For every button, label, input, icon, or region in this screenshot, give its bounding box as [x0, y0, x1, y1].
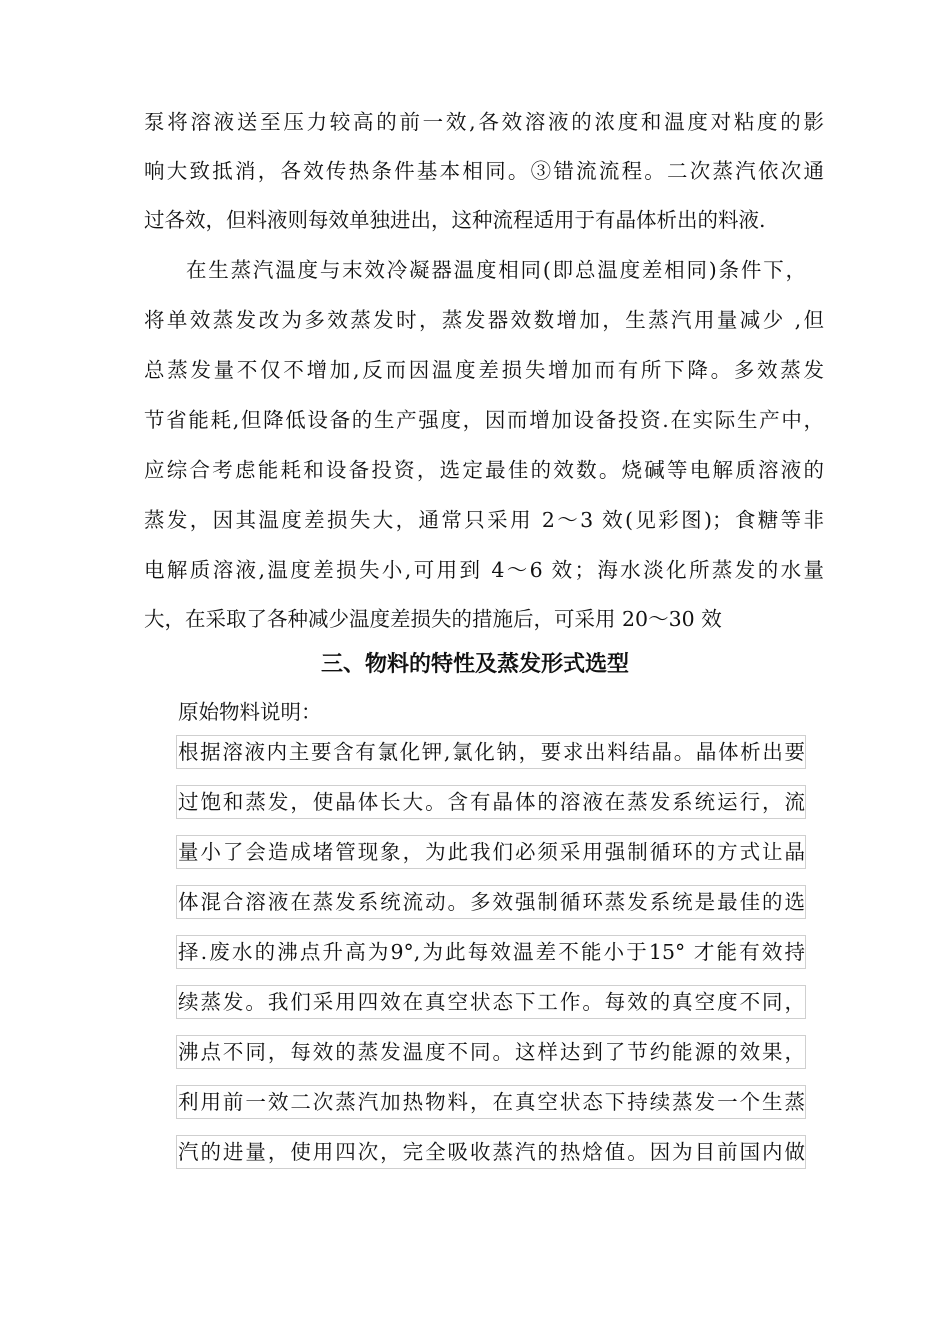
paragraph1-line-3: 过各效，但料液则每效单独进出，这种流程适用于有晶体析出的料液. — [144, 208, 766, 232]
boxed-line-9: 汽的进量，使用四次，完全吸收蒸汽的热焓值。因为目前国内做 — [178, 1140, 805, 1164]
paragraph1-line-1: 泵将溶液送至压力较高的前一效,各效溶液的浓度和温度对粘度的影 — [144, 110, 824, 134]
boxed-line-1: 根据溶液内主要含有氯化钾,氯化钠，要求出料结晶。晶体析出要 — [178, 740, 805, 764]
paragraph2-line-5: 应综合考虑能耗和设备投资，选定最佳的效数。烧碱等电解质溶液的 — [144, 458, 824, 482]
paragraph2-line-3: 总蒸发量不仅不增加,反而因温度差损失增加而有所下降。多效蒸发 — [144, 358, 824, 382]
paragraph2-line-8: 大，在采取了各种减少温度差损失的措施后，可采用 20～30 效 — [144, 607, 722, 631]
paragraph1-line-2: 响大致抵消，各效传热条件基本相同。③错流流程。二次蒸汽依次通 — [144, 159, 824, 183]
section-heading: 三、物料的特性及蒸发形式选型 — [320, 652, 629, 677]
boxed-line-4: 体混合溶液在蒸发系统流动。多效强制循环蒸发系统是最佳的选 — [178, 890, 805, 914]
boxed-line-8: 利用前一效二次蒸汽加热物料，在真空状态下持续蒸发一个生蒸 — [178, 1090, 805, 1114]
boxed-line-3: 量小了会造成堵管现象，为此我们必须采用强制循环的方式让晶 — [178, 840, 805, 864]
paragraph2-line-1: 在生蒸汽温度与末效冷凝器温度相同(即总温度差相同)条件下， — [186, 258, 806, 282]
paragraph2-line-7: 电解质溶液,温度差损失小,可用到 4～6 效；海水淡化所蒸发的水量 — [144, 558, 824, 582]
paragraph2-line-6: 蒸发，因其温度差损失大，通常只采用 2～3 效(见彩图)；食糖等非 — [144, 508, 824, 532]
boxed-line-7: 沸点不同，每效的蒸发温度不同。这样达到了节约能源的效果， — [178, 1040, 805, 1064]
paragraph2-line-4: 节省能耗,但降低设备的生产强度，因而增加设备投资.在实际生产中， — [144, 408, 824, 432]
boxed-line-6: 续蒸发。我们采用四效在真空状态下工作。每效的真空度不同， — [178, 990, 805, 1014]
section-subheading: 原始物料说明： — [178, 700, 322, 724]
boxed-line-2: 过饱和蒸发，使晶体长大。含有晶体的溶液在蒸发系统运行，流 — [178, 790, 805, 814]
paragraph2-line-2: 将单效蒸发改为多效蒸发时，蒸发器效数增加，生蒸汽用量减少 ,但 — [144, 308, 824, 332]
boxed-line-5: 择.废水的沸点升高为9°,为此每效温差不能小于15° 才能有效持 — [178, 940, 805, 964]
